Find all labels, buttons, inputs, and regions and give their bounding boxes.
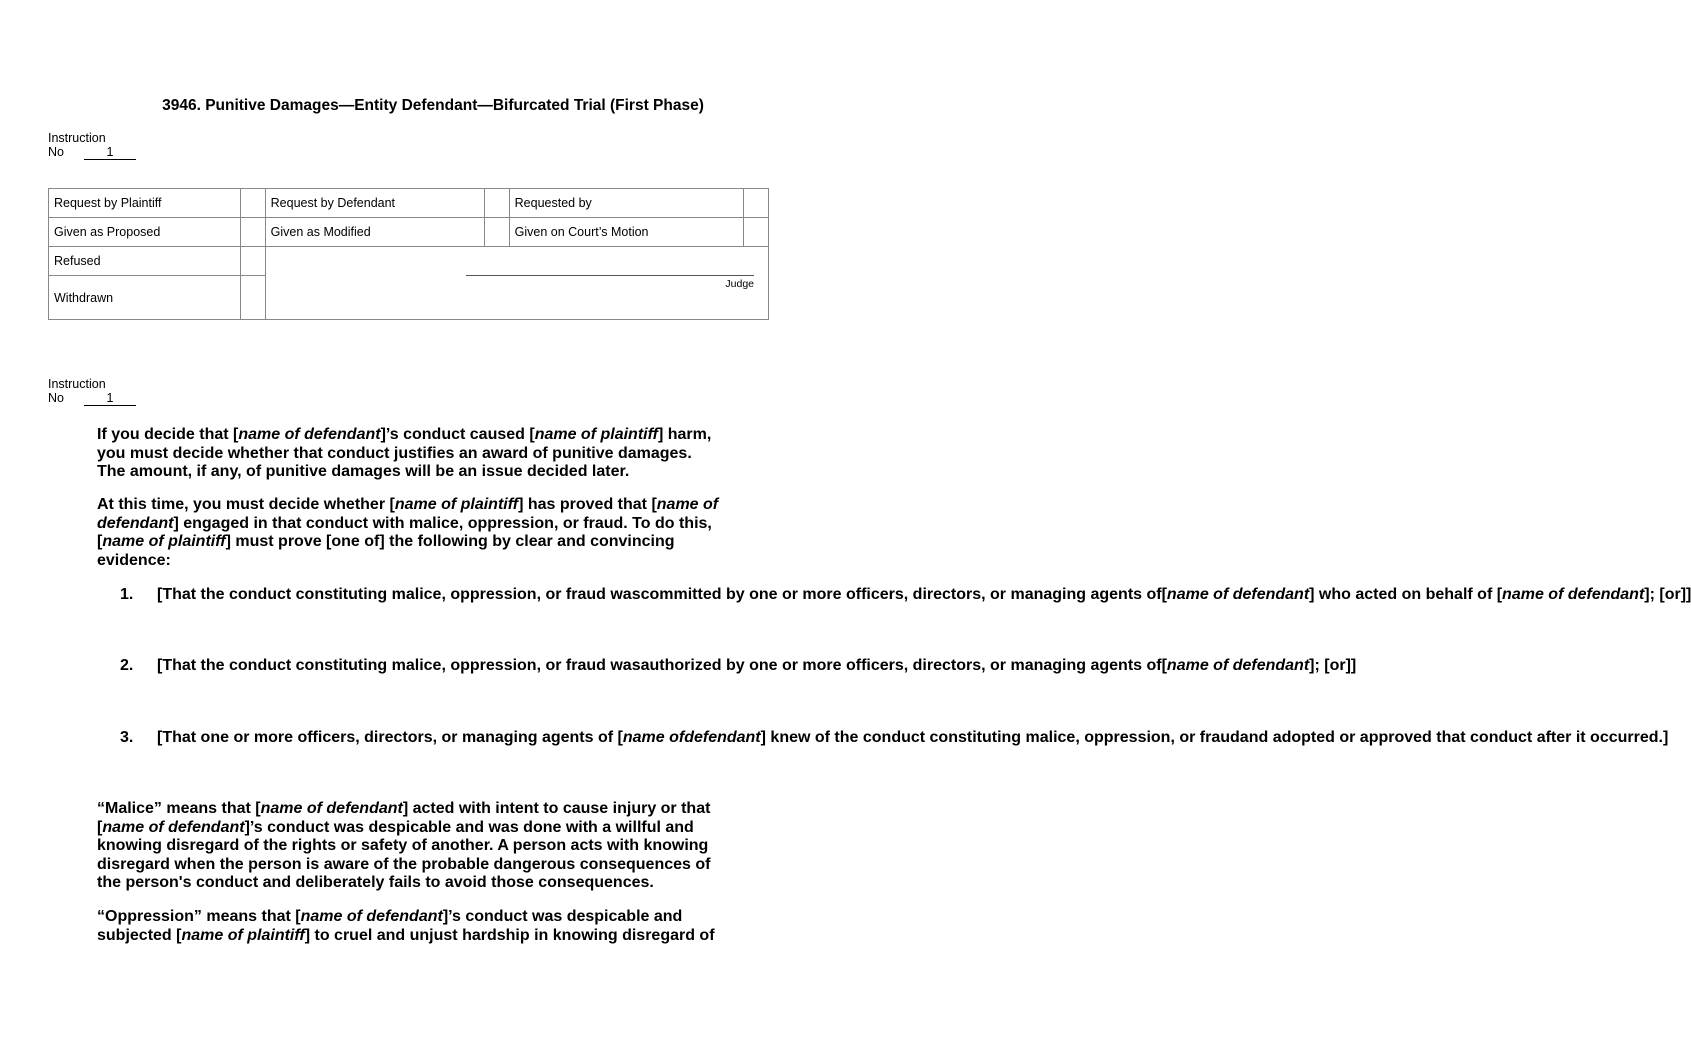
text-segment: If you decide that [: [97, 426, 239, 443]
given-as-modified-label: Given as Modified: [265, 218, 484, 247]
request-form-table: [48, 188, 769, 320]
text-line: [641, 657, 1162, 674]
given-as-modified-checkbox[interactable]: [484, 218, 509, 247]
placeholder-text: name of defendant: [260, 800, 403, 817]
text-segment: ] must prove [one of] the following by clear and convincing: [225, 533, 675, 550]
text-segment: ] harm,: [657, 426, 712, 443]
list-item-text: [157, 586, 1691, 605]
instruction-number-block-2: [48, 377, 136, 406]
text-segment: committed by one or more officers, directors, or managing agents of: [640, 586, 1162, 603]
list-item-text: [157, 657, 1356, 676]
text-line: [641, 586, 1162, 603]
text-segment: ] engaged in that conduct with malice, oppression, or fraud. To do this,: [173, 514, 712, 532]
instruction-number-block: [48, 131, 136, 160]
text-segment: disregard when the person is aware of the probable dangerous consequences of: [97, 855, 711, 873]
text-segment: ]; [or]]: [1309, 657, 1357, 674]
placeholder-text: name of plaintiff: [102, 533, 226, 550]
text-segment: ] to cruel and unjust hardship in knowing disregard of: [304, 926, 715, 944]
text-segment: [: [1161, 657, 1167, 674]
placeholder-text: name of defendant: [300, 908, 443, 925]
text-line: [97, 800, 710, 819]
text-line: [97, 445, 711, 464]
refused-label: Refused: [49, 247, 241, 276]
placeholder-text: defendant: [97, 514, 174, 532]
text-segment: you must decide whether that conduct justifies an award of punitive damages.: [97, 444, 692, 462]
given-as-proposed-checkbox[interactable]: [240, 218, 265, 247]
text-segment: ] acted with intent to cause injury or that: [402, 800, 711, 817]
placeholder-text: name of plaintiff: [534, 426, 658, 443]
text-line: [97, 496, 718, 515]
text-line: [97, 927, 715, 946]
instruction-number: 1: [84, 146, 136, 160]
given-on-courts-motion-label: Given on Court’s Motion: [509, 218, 743, 247]
text-segment: ]; [or]]: [1644, 586, 1691, 603]
text-segment: knowing disregard of the rights or safety of another. A person acts with knowing: [97, 837, 709, 854]
given-on-courts-motion-checkbox[interactable]: [744, 218, 769, 247]
list-item-text: [157, 729, 1668, 748]
text-segment: [: [97, 533, 103, 550]
text-segment: The amount, if any, of punitive damages will be an issue decided later.: [97, 463, 630, 480]
text-segment: evidence:: [97, 551, 171, 569]
text-segment: subjected [: [97, 926, 182, 944]
placeholder-text: name of defendant: [1502, 586, 1645, 603]
paragraph-burden: [97, 496, 718, 570]
placeholder-text: name of defendant: [102, 818, 245, 836]
text-segment: “Oppression” means that [: [97, 908, 301, 925]
placeholder-text: name of defendant: [238, 426, 381, 443]
text-line: [97, 552, 718, 571]
text-segment: ]’s conduct was despicable and: [442, 908, 683, 925]
placeholder-text: name of: [656, 496, 719, 513]
placeholder-text: name of defendant: [1166, 586, 1310, 603]
no-label: No: [48, 391, 64, 405]
placeholder-text: name of plaintiff: [394, 496, 519, 513]
refused-checkbox[interactable]: [240, 247, 265, 276]
text-line: [157, 586, 641, 603]
text-segment: ] has proved that [: [518, 496, 657, 513]
text-segment: and adopted or approved that conduct after it occurred.]: [1239, 729, 1669, 746]
list-number: 2.: [120, 657, 134, 674]
text-segment: ]’s conduct was despicable and was done with a willful and: [244, 818, 694, 836]
requested-by-checkbox[interactable]: [744, 189, 769, 218]
text-segment: [: [1161, 586, 1167, 603]
paragraph-malice-definition: [97, 800, 710, 893]
paragraph-oppression-definition: [97, 908, 715, 945]
instruction-label: Instruction: [48, 131, 106, 145]
page-title: 3946. Punitive Damages—Entity Defendant—Bifurcated Trial (First Phase): [162, 97, 704, 114]
text-line: [97, 856, 710, 875]
judge-signature-cell: [265, 247, 768, 320]
text-segment: authorized by one or more officers, directors, or managing agents of: [640, 657, 1162, 674]
paragraph-intro: [97, 426, 711, 482]
text-segment: [That one or more officers, directors, or managing agents of [: [157, 729, 623, 746]
text-line: [97, 874, 710, 893]
text-line: [97, 463, 711, 482]
given-as-proposed-label: Given as Proposed: [49, 218, 241, 247]
text-line: [97, 819, 710, 838]
request-by-defendant-label: Request by Defendant: [265, 189, 484, 218]
requested-by-label: Requested by: [509, 189, 743, 218]
list-number: 1.: [120, 586, 134, 603]
judge-label: Judge: [725, 278, 754, 290]
text-segment: [: [97, 818, 103, 836]
text-line: [1240, 729, 1668, 746]
list-number: 3.: [120, 729, 134, 746]
instruction-number: 1: [84, 392, 136, 406]
text-line: [97, 908, 715, 927]
placeholder-text: name of plaintiff: [181, 926, 305, 944]
request-by-plaintiff-label: Request by Plaintiff: [49, 189, 241, 218]
text-line: [1162, 657, 1357, 674]
text-segment: ] knew of the conduct constituting malice, oppression, or fraud: [760, 729, 1240, 746]
text-line: [157, 657, 641, 674]
text-segment: ]’s conduct caused [: [380, 426, 535, 443]
text-line: [97, 533, 718, 552]
request-by-defendant-checkbox[interactable]: [484, 189, 509, 218]
text-segment: the person's conduct and deliberately fails to avoid those consequences.: [97, 874, 654, 891]
text-segment: [That the conduct constituting malice, oppression, or fraud was: [157, 586, 641, 603]
text-line: [97, 837, 710, 856]
text-line: [97, 515, 718, 534]
text-segment: ] who acted on behalf of [: [1309, 586, 1503, 603]
withdrawn-label: Withdrawn: [49, 276, 241, 320]
text-line: [1162, 586, 1691, 603]
judge-signature-line[interactable]: [466, 275, 754, 276]
placeholder-text: name of: [622, 729, 685, 746]
text-segment: “Malice” means that [: [97, 800, 261, 817]
no-label: No: [48, 145, 64, 159]
withdrawn-checkbox[interactable]: [240, 276, 265, 320]
text-line: [157, 729, 684, 746]
text-segment: At this time, you must decide whether [: [97, 496, 395, 513]
text-line: [684, 729, 1240, 746]
instruction-label: Instruction: [48, 377, 106, 391]
request-by-plaintiff-checkbox[interactable]: [240, 189, 265, 218]
text-line: [97, 426, 711, 445]
placeholder-text: name of defendant: [1166, 657, 1310, 674]
text-segment: [That the conduct constituting malice, oppression, or fraud was: [157, 657, 641, 674]
placeholder-text: defendant: [684, 729, 761, 746]
